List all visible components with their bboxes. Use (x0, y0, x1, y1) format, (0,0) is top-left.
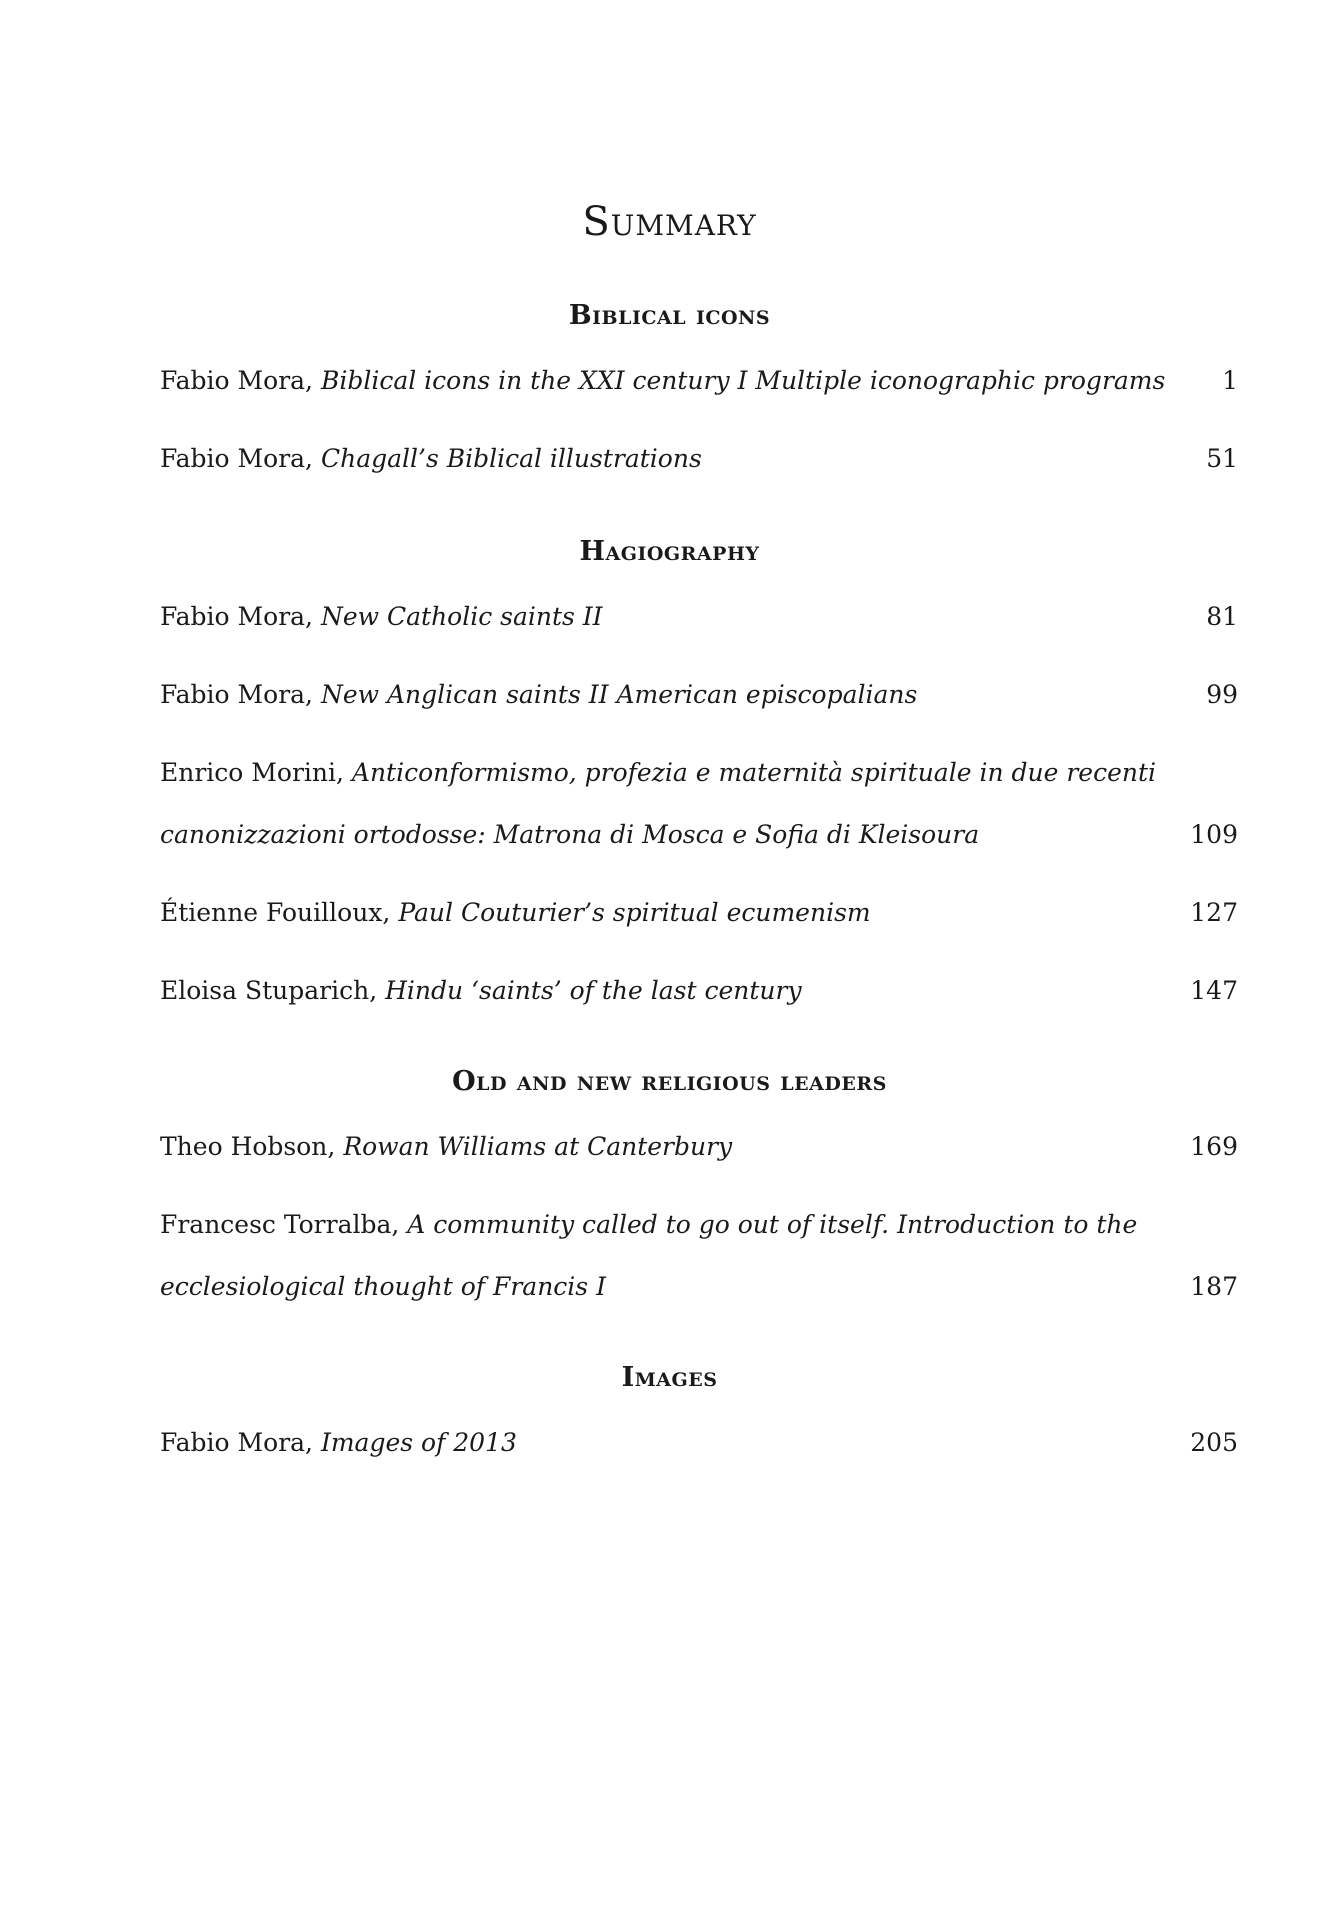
entry-title: New Catholic saints II (320, 602, 603, 631)
entry-title: New Anglican saints II American episcopalians (320, 680, 918, 709)
page-title: Summary (582, 199, 757, 245)
entry-title: Hindu ‘saints’ of the last century (385, 976, 802, 1005)
section-heading-hagiography: Hagiography (579, 536, 760, 567)
entry-title: Anticonformismo, profezia e maternità spirituale in due recenti canonizzazioni ortodosse: Matrona di Mosca e Sofia di Kleisoura (160, 758, 1157, 849)
entry-author: Fabio Mora, (160, 444, 314, 473)
entry-title: Biblical icons in the XXI century I Multiple iconographic programs (320, 366, 1166, 395)
entry-page-number: 147 (1174, 960, 1238, 1022)
entry-page-number: 169 (1174, 1116, 1238, 1178)
toc-entry[interactable] (160, 1412, 1238, 1474)
toc-entry[interactable] (160, 428, 1238, 490)
entry-title: Chagall’s Biblical illustrations (320, 444, 702, 473)
entry-author: Francesc Torralba, (160, 1210, 400, 1239)
entry-page-number: 51 (1190, 428, 1238, 490)
entry-author: Eloisa Stuparich, (160, 976, 378, 1005)
entry-author: Fabio Mora, (160, 366, 314, 395)
entry-author: Enrico Morini, (160, 758, 344, 787)
entry-author: Fabio Mora, (160, 1428, 314, 1457)
toc-entry[interactable] (160, 742, 1238, 866)
toc-entry[interactable] (160, 960, 1238, 1022)
section-heading-biblical-icons: Biblical icons (568, 300, 771, 331)
toc-entry[interactable] (160, 882, 1238, 944)
toc-entry[interactable] (160, 350, 1238, 412)
entry-page-number: 81 (1190, 586, 1238, 648)
entry-page-number: 127 (1174, 882, 1238, 944)
section-heading-religious-leaders: Old and new religious leaders (452, 1066, 887, 1097)
entry-author: Theo Hobson, (160, 1132, 336, 1161)
entry-author: Fabio Mora, (160, 602, 314, 631)
entry-title: A community called to go out of itself. Introduction to the ecclesiological thought of Francis I (160, 1210, 1138, 1301)
section-heading-images: Images (621, 1362, 718, 1393)
entry-title: Paul Couturier’s spiritual ecumenism (398, 898, 871, 927)
entry-page-number: 187 (1174, 1256, 1238, 1318)
toc-entry[interactable] (160, 664, 1238, 726)
entry-page-number: 205 (1174, 1412, 1238, 1474)
entry-page-number: 1 (1206, 350, 1238, 412)
entry-author: Fabio Mora, (160, 680, 314, 709)
entry-page-number: 99 (1190, 664, 1238, 726)
entry-author: Étienne Fouilloux, (160, 898, 391, 927)
entry-page-number: 109 (1174, 804, 1238, 866)
toc-entry[interactable] (160, 586, 1238, 648)
entry-title: Images of 2013 (320, 1428, 517, 1457)
toc-entry[interactable] (160, 1194, 1238, 1318)
entry-title: Rowan Williams at Canterbury (343, 1132, 733, 1161)
toc-entry[interactable] (160, 1116, 1238, 1178)
